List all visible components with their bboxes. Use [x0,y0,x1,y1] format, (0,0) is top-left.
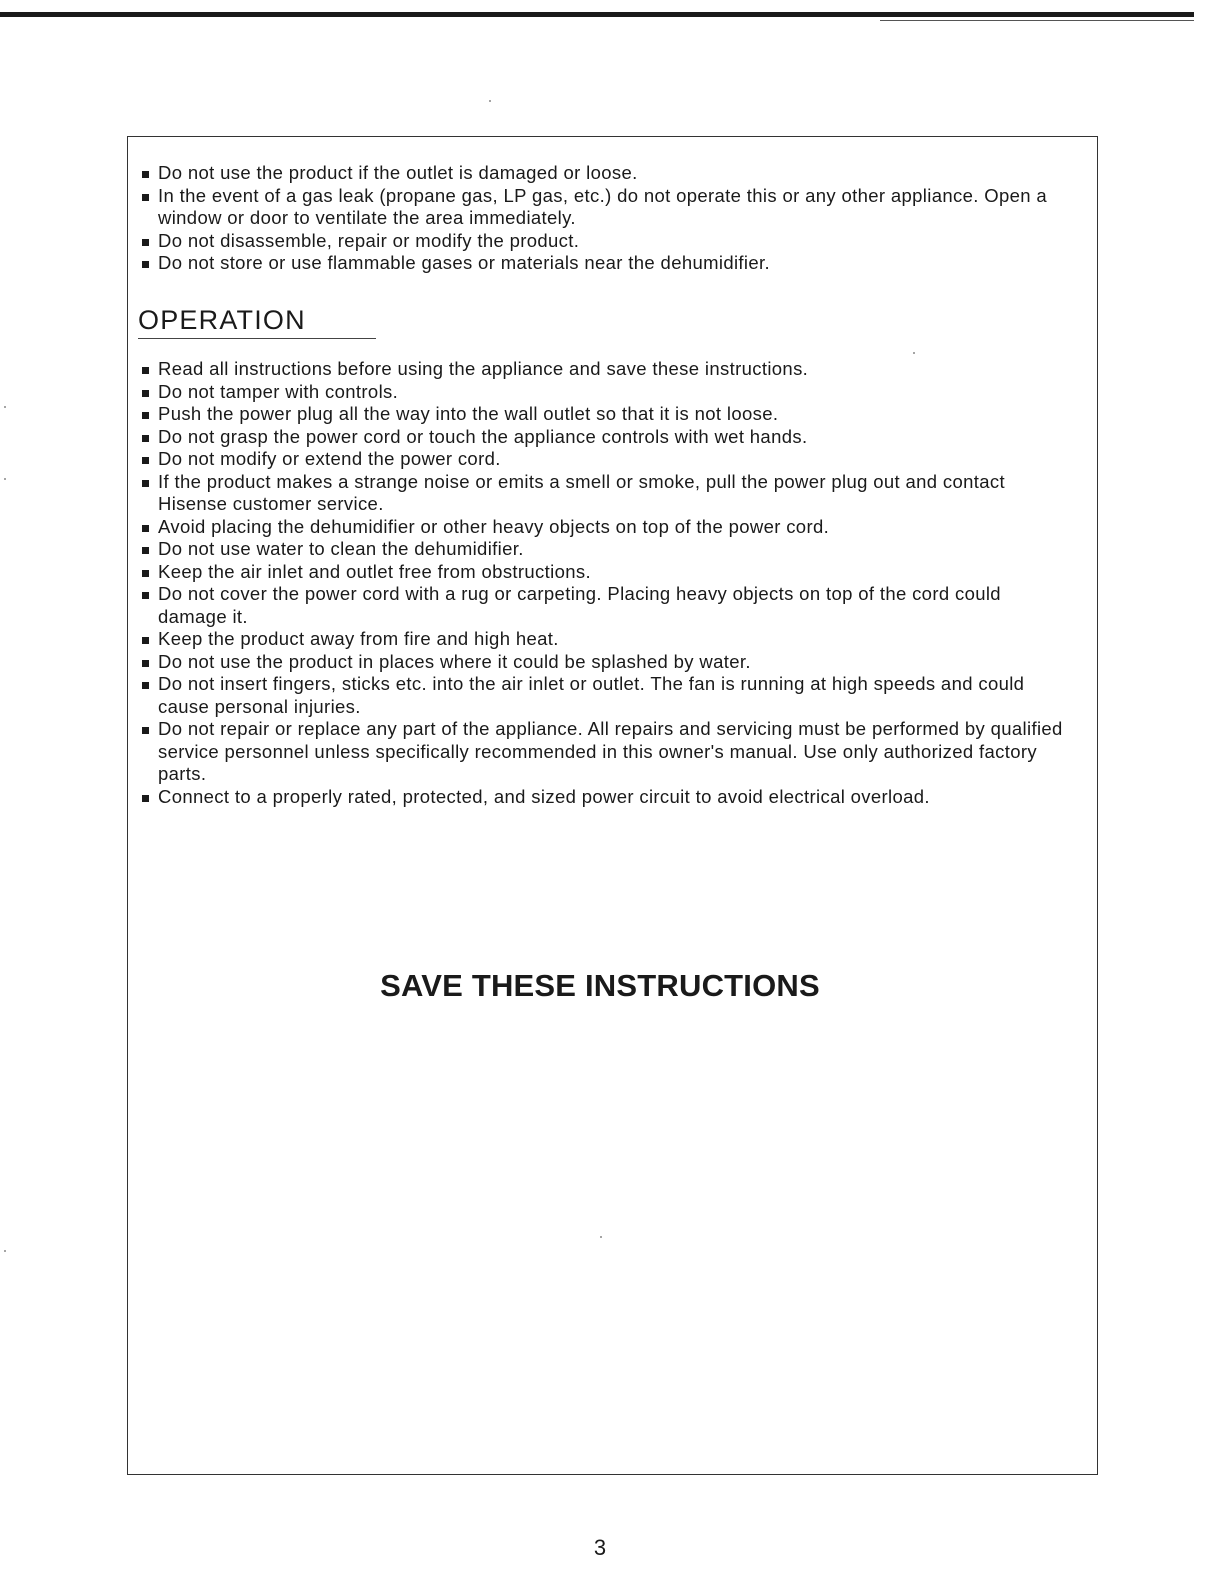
scan-speck [489,100,491,102]
operation-item: Do not modify or extend the power cord. [141,448,1071,471]
operation-item: Do not insert fingers, sticks etc. into the air inlet or outlet. The fan is running at high speeds and could cause personal injuries. [141,673,1071,718]
top-rule-thin [880,20,1194,21]
operation-item: If the product makes a strange noise or emits a smell or smoke, pull the power plug out and contact Hisense customer service. [141,471,1071,516]
scan-speck [913,352,915,354]
page-number: 3 [593,1535,607,1560]
scan-speck [4,478,6,480]
top-rule [0,12,1194,17]
safety-item: Do not use the product if the outlet is damaged or loose. [141,162,1071,185]
safety-item: Do not store or use flammable gases or materials near the dehumidifier. [141,252,1071,275]
scan-speck [600,1236,602,1238]
safety-item: In the event of a gas leak (propane gas, LP gas, etc.) do not operate this or any other appliance. Open a window or door to ventilate the area immediately. [141,185,1071,230]
operation-item: Read all instructions before using the appliance and save these instructions. [141,358,1071,381]
operation-item: Do not tamper with controls. [141,381,1071,404]
scan-speck [4,1250,6,1252]
operation-item: Keep the product away from fire and high heat. [141,628,1071,651]
operation-item: Keep the air inlet and outlet free from obstructions. [141,561,1071,584]
scan-speck [4,406,6,408]
operation-item: Do not use water to clean the dehumidifier. [141,538,1071,561]
operation-heading: OPERATION [138,304,376,339]
safety-list [141,162,1071,275]
operation-item: Avoid placing the dehumidifier or other heavy objects on top of the power cord. [141,516,1071,539]
save-instructions-heading: SAVE THESE INSTRUCTIONS [380,968,820,1003]
operation-item: Do not grasp the power cord or touch the appliance controls with wet hands. [141,426,1071,449]
operation-list [141,358,1071,808]
operation-item: Push the power plug all the way into the wall outlet so that it is not loose. [141,403,1071,426]
operation-item: Do not repair or replace any part of the appliance. All repairs and servicing must be performed by qualified service personnel unless specifically recommended in this owner's manual. Use only authorized factory parts. [141,718,1071,786]
operation-item: Do not cover the power cord with a rug or carpeting. Placing heavy objects on top of the cord could damage it. [141,583,1071,628]
operation-item: Connect to a properly rated, protected, and sized power circuit to avoid electrical overload. [141,786,1071,809]
operation-item: Do not use the product in places where it could be splashed by water. [141,651,1071,674]
safety-item: Do not disassemble, repair or modify the product. [141,230,1071,253]
